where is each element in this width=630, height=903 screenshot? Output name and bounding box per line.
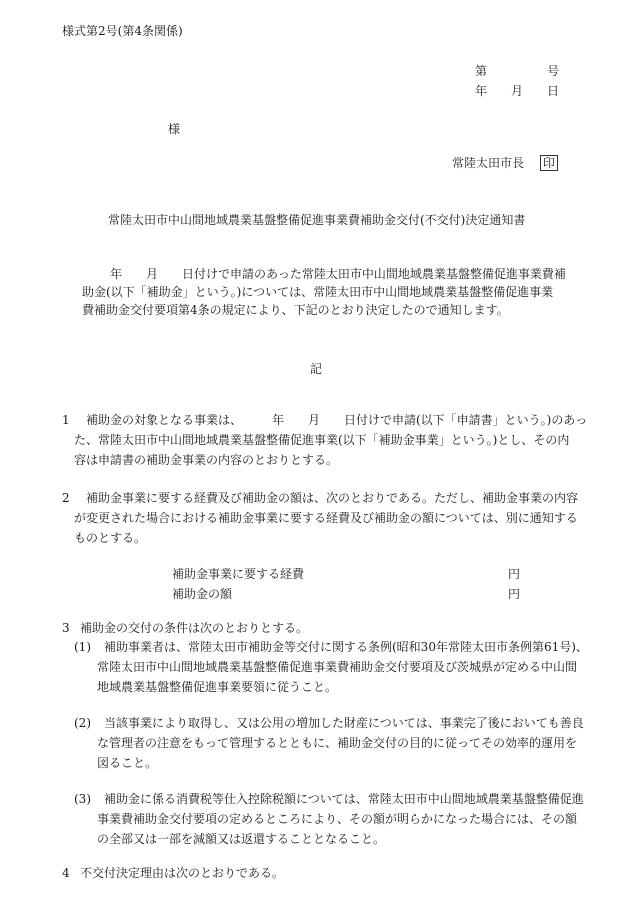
item-1-number: 1 — [62, 413, 70, 427]
condition-1-line-3: 地域農業基盤整備促進事業要領に従うこと。 — [97, 680, 338, 694]
condition-3-line-3: の全部又は一部を減額又は返還することとなること。 — [97, 832, 386, 846]
item-2-line-1: 補助金事業に要する経費及び補助金の額は、次のとおりである。ただし、補助金事業の内容 — [86, 491, 579, 505]
sender-name — [452, 154, 558, 171]
condition-3-number: (3) — [74, 792, 91, 806]
condition-2-line-2: な管理者の注意をもって管理するとともに、補助金交付の目的に従ってその効率的運用を — [97, 736, 578, 750]
condition-3-line-1: 補助金に係る消費税等仕入控除税額については、常陸太田市中山間地域農業基盤整備促進 — [104, 792, 584, 806]
cost-table-label: 補助金事業に要する経費 — [172, 567, 305, 581]
addressee-suffix: 様 — [168, 122, 181, 136]
condition-1-number: (1) — [74, 640, 91, 654]
item-2-number: 2 — [62, 491, 70, 505]
document-title: 常陸太田市中山間地域農業基盤整備促進事業費補助金交付(不交付)決定通知書 — [108, 213, 526, 227]
item-1-line-3: 容は申請書の補助金事業の内容のとおりとする。 — [74, 453, 339, 467]
item-4-number: 4 — [62, 866, 70, 880]
cost-table-unit: 円 — [508, 567, 521, 581]
item-2-line-3: ものとする。 — [74, 531, 147, 545]
item-3-heading: 補助金の交付の条件は次のとおりとする。 — [80, 621, 309, 635]
condition-3-line-2: 事業費補助金交付要項の定めるところにより、その額が明らかになった場合には、その額 — [97, 812, 578, 826]
item-2-line-2: が変更された場合における補助金事業に要する経費及び補助金の額については、別に通知する — [74, 511, 578, 525]
sender-title: 常陸太田市長 — [452, 156, 525, 170]
document-date-line: 年 月 日 — [475, 84, 560, 98]
intro-line-2: 助金(以下「補助金」という。)については、常陸太田市中山間地域農業基盤整備促進事業 — [82, 285, 554, 299]
condition-1-line-2: 常陸太田市中山間地域農業基盤整備促進事業費補助金交付要項及び茨城県が定める中山間 — [97, 660, 578, 674]
intro-line-1: 年 月 日付けで申請のあった常陸太田市中山間地域農業基盤整備促進事業費補 — [110, 267, 566, 281]
item-4-text: 不交付決定理由は次のとおりである。 — [80, 866, 285, 880]
form-number: 様式第2号(第4条関係) — [62, 24, 183, 38]
item-1-line-1: 補助金の対象となる事業は、 年 月 日付けで申請(以下「申請書」という。)のあっ — [86, 413, 588, 427]
intro-line-3: 費補助金交付要項第4条の規定により、下記のとおり決定したので通知します。 — [82, 303, 509, 317]
subsidy-amount-label: 補助金の額 — [172, 587, 233, 601]
ki-marker: 記 — [310, 362, 323, 376]
item-3-number: 3 — [62, 621, 70, 635]
condition-2-line-1: 当該事業により取得し、又は公用の増加した財産については、事業完了後においても善良 — [104, 716, 584, 730]
condition-1-line-1: 補助事業者は、常陸太田市補助金等交付に関する条例(昭和30年常陸太田市条例第61号)、 — [104, 640, 588, 654]
document-number-line: 第 号 — [475, 64, 560, 78]
seal-mark: 印 — [540, 155, 558, 171]
item-1-line-2: た、常陸太田市中山間地域農業基盤整備促進事業(以下「補助金事業」という。)とし、その内 — [74, 433, 570, 447]
subsidy-amount-unit: 円 — [508, 587, 521, 601]
condition-2-line-3: 図ること。 — [97, 756, 158, 770]
condition-2-number: (2) — [74, 716, 91, 730]
